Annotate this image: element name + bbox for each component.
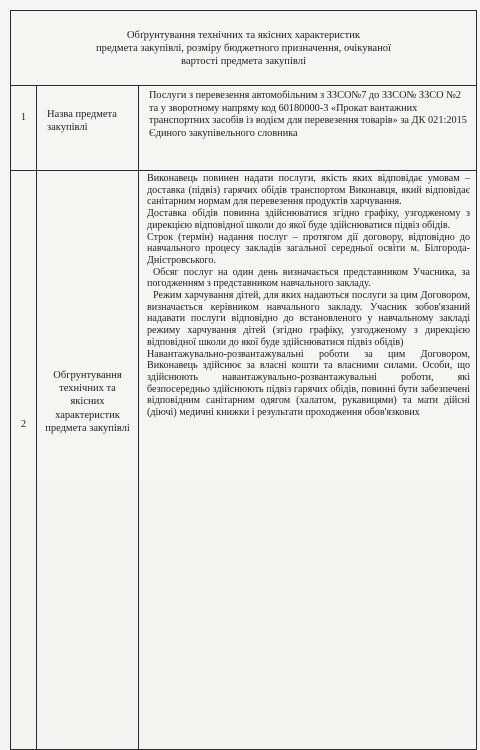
table-header [11,11,477,86]
paragraph: Строк (термін) надання послуг – протягом дії договору, відповідно до навчального процесу закладів загальної середньої освіти м. Білгорода-Дністровського. [147,231,471,266]
row-content [139,171,477,750]
row-number: 2 [11,171,37,750]
header-title [11,11,476,68]
row-label: Обгрунтування технічних та якісних характеристик предмета закупівлі [37,171,139,750]
row-label: Назва предмета закупівлі [37,86,139,171]
header-line-2: предмета закупівлі, розміру бюджетного призначення, очікуваної [95,43,392,54]
table-header-row [11,11,477,86]
row-content: Послуги з перевезення автомобільним з ЗЗСО№7 до ЗЗСО№ ЗЗСО №2 та у зворотному напряму код 60180000-3 «Прокат вантажних транспортних засобів із водієм для перевезення товарів» за ДК 021:2015 Єдиного закупівельного словника [139,86,477,171]
paragraph: Обсяг послуг на один день визначається представником Учасника, за погодженням з представником навчального закладу. [147,266,471,290]
paragraph: Навантажувально-розвантажувальні роботи за цим Договором, Виконавець здійснює за власні кошти та власними силами. Особи, що здійснюють навантажувально-розвантажувальні роботи, які безпосередньо здійснюють підвіз гарячих обідів, повинні бути забезпечені відповідним санітарним одягом (халатом, рукавицями) та мати дійсні (діючі) медичні книжки і результати проходження обов'язкових [147,348,471,419]
paragraph: Виконавець повинен надати послуги, якість яких відповідає умовам – доставка (підвіз) гарячих обідів транспортом Виконавця, який відповідає санітарним нормам для перевезення продуктів харчування. [147,173,471,208]
paragraph: Доставка обідів повинна здійснюватися згідно графіку, узгодженому з дирекцією відповідної школи до якої буде здійснюватися підвіз обідів. [147,208,471,231]
table-row [11,171,477,750]
table-row [11,86,477,171]
row-number: 1 [11,86,37,171]
header-line-1: Обґрунтування технічних та якісних характеристик [126,30,361,41]
justification-table [10,10,477,750]
header-line-3: вартості предмета закупівлі [181,56,307,67]
paragraph: Режим харчування дітей, для яких надаються послуги за цим Договором, визначається керівником навчального закладу. Учасник зобов'язаний надавати послуги відповідно до встановленого у навчальному закладі режиму харчування дітей (згідно графіку, узгодженому з дирекцією відповідної школи до якої буде здійснюватися підвіз обідів) [147,290,471,348]
